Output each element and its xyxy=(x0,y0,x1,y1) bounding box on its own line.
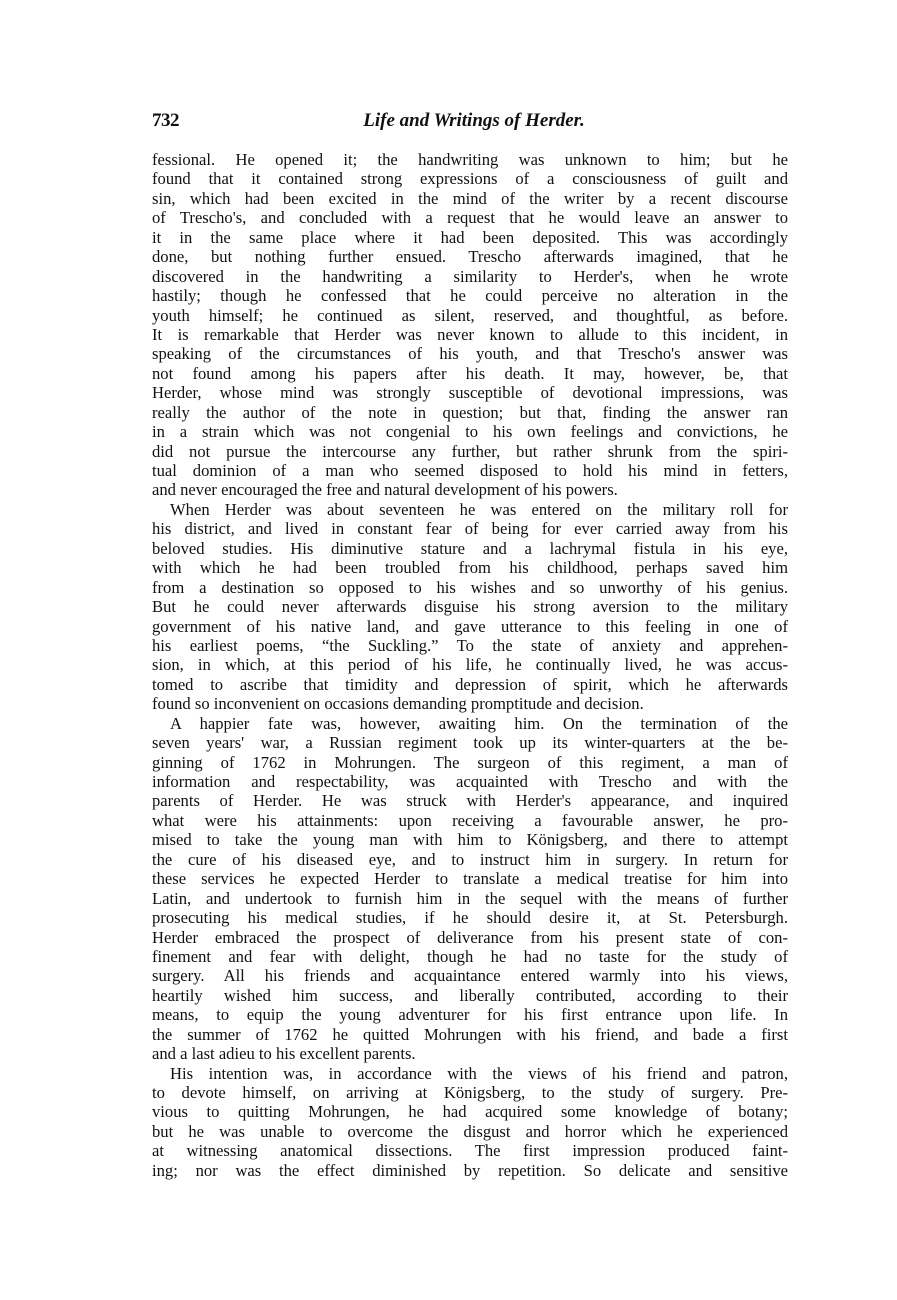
text-line: but he was unable to overcome the disgust and horror which he experienced xyxy=(152,1121,788,1141)
text-line: government of his native land, and gave utterance to this feeling in one of xyxy=(152,616,788,636)
text-line: from a destination so opposed to his wishes and so unworthy of his genius. xyxy=(152,577,788,597)
text-line: what were his attainments: upon receiving a favourable answer, he pro- xyxy=(152,810,788,830)
text-line: in a strain which was not congenial to his own feelings and convictions, he xyxy=(152,422,788,442)
text-line: youth himself; he continued as silent, reserved, and thoughtful, as before. xyxy=(152,305,788,325)
text-line: really the author of the note in question; but that, finding the answer ran xyxy=(152,402,788,422)
text-line: prosecuting his medical studies, if he should desire it, at St. Petersburgh. xyxy=(152,908,788,928)
text-line: surgery. All his friends and acquaintance entered warmly into his views, xyxy=(152,966,788,986)
text-line: not found among his papers after his death. It may, however, be, that xyxy=(152,363,788,383)
text-line: vious to quitting Mohrungen, he had acquired some knowledge of botany; xyxy=(152,1102,788,1122)
text-line: to devote himself, on arriving at Königsberg, to the study of surgery. Pre- xyxy=(152,1083,788,1102)
text-line: Latin, and undertook to furnish him in the sequel with the means of further xyxy=(152,888,788,908)
paragraph-end-line: found so inconvenient on occasions demanding promptitude and decision. xyxy=(152,694,644,714)
text-line: it in the same place where it had been deposited. This was accordingly xyxy=(152,227,788,247)
text-line: speaking of the circumstances of his youth, and that Trescho's answer was xyxy=(152,344,788,364)
text-line: tomed to ascribe that timidity and depression of spirit, which he afterwards xyxy=(152,674,788,694)
running-title: Life and Writings of Herder. xyxy=(363,110,585,131)
text-line: heartily wished him success, and liberally contributed, according to their xyxy=(152,985,788,1005)
paragraph-start-line: When Herder was about seventeen he was entered on the military roll for xyxy=(170,499,788,519)
text-line: hastily; though he confessed that he could perceive no alteration in the xyxy=(152,286,788,306)
body-text xyxy=(152,150,788,1180)
paragraph-end-line: and a last adieu to his excellent parents. xyxy=(152,1044,416,1064)
text-line: fessional. He opened it; the handwriting was unknown to him; but he xyxy=(152,150,788,169)
paragraph-start-line: A happier fate was, however, awaiting him. On the termination of the xyxy=(170,713,788,733)
text-line: did not pursue the intercourse any further, but rather shrunk from the spiri- xyxy=(152,441,788,461)
text-line: sion, in which, at this period of his life, he continually lived, he was accus- xyxy=(152,655,788,675)
text-line: mised to take the young man with him to Königsberg, and there to attempt xyxy=(152,830,788,850)
text-line: Herder, whose mind was strongly susceptible of devotional impressions, was xyxy=(152,383,788,403)
text-line: means, to equip the young adventurer for his first entrance upon life. In xyxy=(152,1005,788,1025)
text-line: finement and fear with delight, though he had no taste for the study of xyxy=(152,946,788,966)
text-line: these services he expected Herder to translate a medical treatise for him into xyxy=(152,869,788,889)
running-head xyxy=(152,108,788,134)
page-number: 732 xyxy=(152,110,179,131)
text-line: the summer of 1762 he quitted Mohrungen with his friend, and bade a first xyxy=(152,1024,788,1044)
text-line: the cure of his diseased eye, and to instruct him in surgery. In return for xyxy=(152,849,788,869)
text-line: done, but nothing further ensued. Trescho afterwards imagined, that he xyxy=(152,247,788,267)
text-line: ginning of 1762 in Mohrungen. The surgeon of this regiment, a man of xyxy=(152,752,788,772)
text-line: his district, and lived in constant fear of being for ever carried away from his xyxy=(152,519,788,539)
text-line: parents of Herder. He was struck with Herder's appearance, and inquired xyxy=(152,791,788,811)
text-line: tual dominion of a man who seemed disposed to hold his mind in fetters, xyxy=(152,461,788,480)
text-line: seven years' war, a Russian regiment took up its winter-quarters at the be- xyxy=(152,733,788,753)
text-line: with which he had been troubled from his childhood, perhaps saved him xyxy=(152,558,788,578)
text-line: ing; nor was the effect diminished by repetition. So delicate and sensitive xyxy=(152,1160,788,1180)
paragraph-start-line: His intention was, in accordance with the views of his friend and patron, xyxy=(170,1063,788,1083)
text-line: beloved studies. His diminutive stature and a lachrymal fistula in his eye, xyxy=(152,538,788,558)
text-line: It is remarkable that Herder was never known to allude to this incident, in xyxy=(152,324,788,344)
text-line: Herder embraced the prospect of deliverance from his present state of con- xyxy=(152,927,788,947)
text-line: of Trescho's, and concluded with a request that he would leave an answer to xyxy=(152,208,788,228)
text-line: his earliest poems, “the Suckling.” To the state of anxiety and apprehen- xyxy=(152,635,788,655)
text-line: found that it contained strong expressions of a consciousness of guilt and xyxy=(152,169,788,189)
text-line: at witnessing anatomical dissections. The first impression produced faint- xyxy=(152,1141,788,1161)
paragraph-end-line: and never encouraged the free and natural development of his powers. xyxy=(152,480,618,500)
text-line: But he could never afterwards disguise his strong aversion to the military xyxy=(152,597,788,617)
text-line: discovered in the handwriting a similarity to Herder's, when he wrote xyxy=(152,266,788,286)
text-line: information and respectability, was acquainted with Trescho and with the xyxy=(152,772,788,791)
text-line: sin, which had been excited in the mind of the writer by a recent discourse xyxy=(152,188,788,208)
